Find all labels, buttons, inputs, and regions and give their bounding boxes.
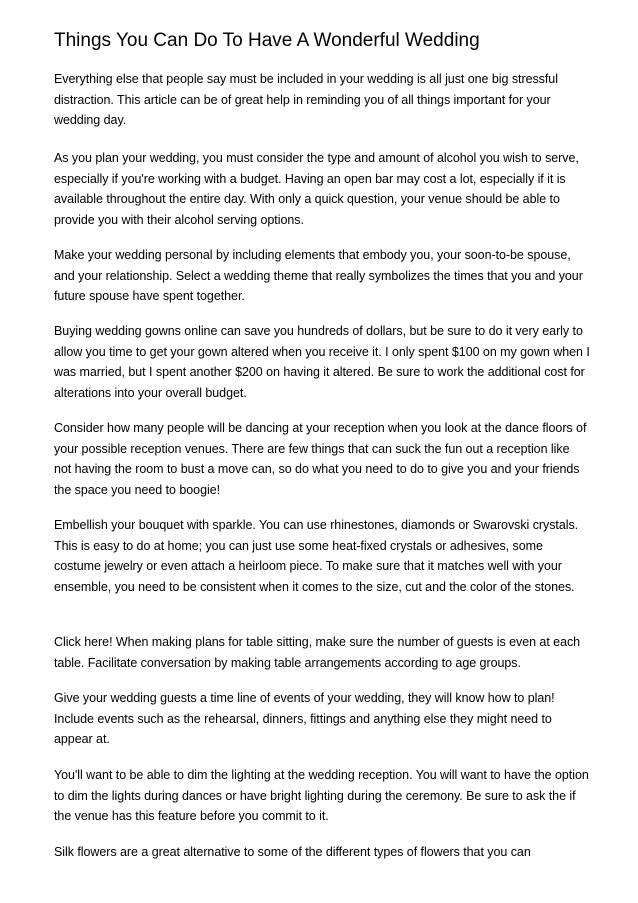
paragraph: You'll want to be able to dim the lighting at the wedding reception. You will want to have the option to dim the lights during dances or have bright lighting during the ceremony. Be sure to ask the if the venue has this feature before you commit to it. (54, 768, 589, 823)
document-page (54, 0, 590, 903)
paragraph: Buying wedding gowns online can save you hundreds of dollars, but be sure to do it very early to allow you time to get your gown altered when you receive it. I only spent $100 on my gown when I was married, but I spent another $200 on having it altered. Be sure to work the additional cost for alterations into your overall budget. (54, 324, 590, 400)
paragraph: Give your wedding guests a time line of events of your wedding, they will know how to plan! Include events such as the rehearsal, dinners, fittings and anything else they might need to appear at. (54, 691, 555, 746)
document-title: Things You Can Do To Have A Wonderful Wedding (54, 30, 480, 51)
paragraph: Embellish your bouquet with sparkle. You can use rhinestones, diamonds or Swarovski crystals. This is easy to do at home; you can just use some heat-fixed crystals or adhesives, some costume jewelry or even attach a heirloom piece. To make sure that it matches well with your ensemble, you need to be consistent when it comes to the size, cut and the color of the stones. (54, 518, 579, 594)
paragraph: Silk flowers are a great alternative to some of the different types of flowers that you can (54, 845, 531, 859)
paragraph: Make your wedding personal by including elements that embody you, your soon-to-be spouse, and your relationship. Select a wedding theme that really symbolizes the times that you and your future spouse have spent together. (54, 248, 583, 303)
paragraph: Click here! When making plans for table sitting, make sure the number of guests is even at each table. Facilitate conversation by making table arrangements according to age groups. (54, 635, 581, 670)
paragraph: As you plan your wedding, you must consider the type and amount of alcohol you wish to serve, especially if you're working with a budget. Having an open bar may cost a lot, especially if it is available throughout the entire day. With only a quick question, your venue should be able to provide you with their alcohol serving options. (54, 151, 579, 227)
paragraph: Everything else that people say must be included in your wedding is all just one big stressful distraction. This article can be of great help in reminding you of all things important for your wedding day. (54, 72, 558, 127)
paragraph: Consider how many people will be dancing at your reception when you look at the dance floors of your possible reception venues. There are few things that can suck the fun out a reception like not having the room to bust a move can, so do what you need to do to give you and your friends the space you need to boogie! (54, 421, 587, 497)
